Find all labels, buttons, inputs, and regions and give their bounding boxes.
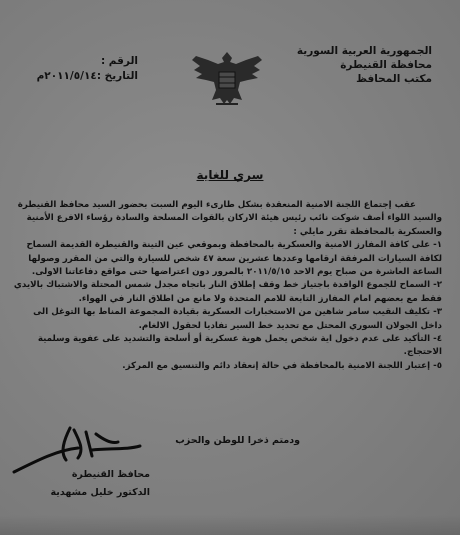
- decision-item-3: ٣- تكليف النقيب سامر شاهين من الاستخبارات العسكرية بقيادة المجموعة المناط بها التوغل الى داخل الجولان السوري المحتل مع تحديد خط السير تفاديا لحقول الالغام.: [33, 307, 442, 331]
- eagle-emblem-icon: [188, 46, 266, 110]
- letterhead-governorate: محافظة القنيطرة: [340, 59, 432, 71]
- letterhead: [262, 44, 432, 86]
- classification-title: سري للغاية: [196, 168, 264, 182]
- decision-item-2: ٢- السماح للجموع الوافدة باجتياز خط وقف إطلاق النار باتجاه مجدل شمس المحتلة والاشتباك بالايدي فقط مع بعضهم امام المفارز التابعة للامم المتحدة ولا مانع من اطلاق النار في الهواء.: [13, 280, 442, 304]
- signer-title: محافظ القنيطرة: [71, 469, 150, 480]
- signer-name: الدكتور خليل مشهدية: [50, 487, 150, 498]
- signer-block: [40, 466, 150, 502]
- letterhead-office: مكتب المحافظ: [356, 73, 432, 85]
- reference-block: [18, 54, 138, 84]
- closing-salutation: ودمتم ذخرا للوطن والحزب: [175, 435, 300, 446]
- document-body: [12, 199, 442, 373]
- scan-shadow: [0, 515, 460, 535]
- decision-item-1: ١- على كافة المفارز الامنية والعسكرية بالمحافظة وبموقعي عين التينة والقنيطرة القديمة السماح لكافة السيارات المرفقة ارقامها وعددها عشرين سعة ٤٧ شخص للسيارة والتي من المقرر وصولها الساعة العاشرة من صباح يوم الاحد ٢٠١١/٥/١٥ بالمرور دون اعتراضها حتى مواقع دفاعاتنا الاولى.: [26, 240, 442, 278]
- letterhead-country: الجمهورية العربية السورية: [296, 45, 432, 57]
- decision-item-5: ٥- إعتبار اللجنة الامنية بالمحافظة في حالة إنعقاد دائم والتنسيق مع المركز.: [122, 360, 442, 371]
- intro-paragraph: عقب إجتماع اللجنة الامنية المنعقدة بشكل طارىء اليوم السبت بحضور السيد محافظ القنيطرة والسيد اللواء أصف شوكت نائب رئيس هيئة الاركان بالقوات المسلحة والسادة رؤساء الافرع الأمنية والعسكرية بالمحافظة تقرر مايلي :: [17, 200, 442, 237]
- reference-date: التاريخ :٢٠١١/٥/١٤م: [36, 70, 138, 82]
- decision-item-4: ٤- التأكيد على عدم دخول اية شخص يحمل هوية عسكرية أو أسلحة والتشديد على عفوية وسلمية الاحتجاج.: [37, 334, 442, 358]
- reference-number: الرقم :: [100, 55, 138, 67]
